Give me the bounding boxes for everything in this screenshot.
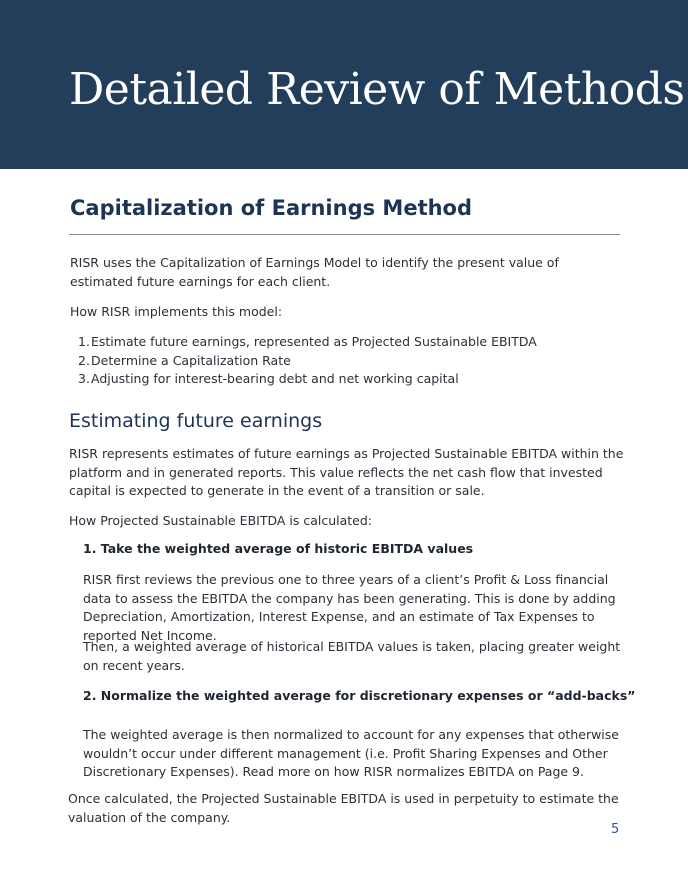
subsection-intro-paragraph: RISR represents estimates of future earnings as Projected Sustainable EBITDA within the platform and in generated reports. This value reflects the net cash flow that invested capital is expected to generate in the event of a transition or sale. (69, 446, 624, 498)
implementation-label: How RISR implements this model: (70, 304, 283, 319)
implementation-steps-list (78, 333, 537, 389)
closing-paragraph: Once calculated, the Projected Sustainable EBITDA is used in perpetuity to estimate the valuation of the company. (68, 791, 619, 825)
list-item (78, 352, 537, 371)
subsection-heading: Estimating future earnings (69, 410, 323, 432)
section-divider (69, 234, 620, 235)
page-number: 5 (611, 822, 620, 837)
list-item-number: 3. (78, 371, 90, 386)
calculation-label: How Projected Sustainable EBITDA is calculated: (69, 513, 373, 528)
page-title: Detailed Review of Methods (69, 64, 685, 115)
step-1-paragraph-1: RISR first reviews the previous one to three years of a client’s Profit & Loss financial data to assess the EBITDA the company has been generating. This is done by adding Depreciation, Amortization, Interest Expense, and an estimate of Tax Expenses to reported Net Income. (83, 572, 616, 643)
list-item-text: Determine a Capitalization Rate (91, 352, 291, 368)
step-1-heading: 1. Take the weighted average of historic EBITDA values (83, 541, 474, 556)
list-item-text: Estimate future earnings, represented as Projected Sustainable EBITDA (91, 334, 537, 349)
step-1-paragraph-2: Then, a weighted average of historical EBITDA values is taken, placing greater weight on recent years. (83, 639, 621, 673)
section-heading: Capitalization of Earnings Method (70, 196, 473, 220)
step-2-paragraph: The weighted average is then normalized to account for any expenses that otherwise wouldn’t occur under different management (i.e. Profit Sharing Expenses and Other Discretionary Expenses). Read more on how RISR normalizes EBITDA on Page 9. (83, 727, 619, 779)
list-item-number: 1. (78, 334, 90, 349)
list-item (78, 333, 537, 352)
list-item-number: 2. (78, 352, 90, 368)
section-intro-paragraph: RISR uses the Capitalization of Earnings Model to identify the present value of estimated future earnings for each client. (70, 255, 559, 289)
step-2-heading: 2. Normalize the weighted average for discretionary expenses or “add-backs” (83, 688, 636, 703)
list-item (78, 370, 537, 389)
header-banner (0, 0, 688, 169)
list-item-text: Adjusting for interest-bearing debt and net working capital (91, 371, 459, 386)
